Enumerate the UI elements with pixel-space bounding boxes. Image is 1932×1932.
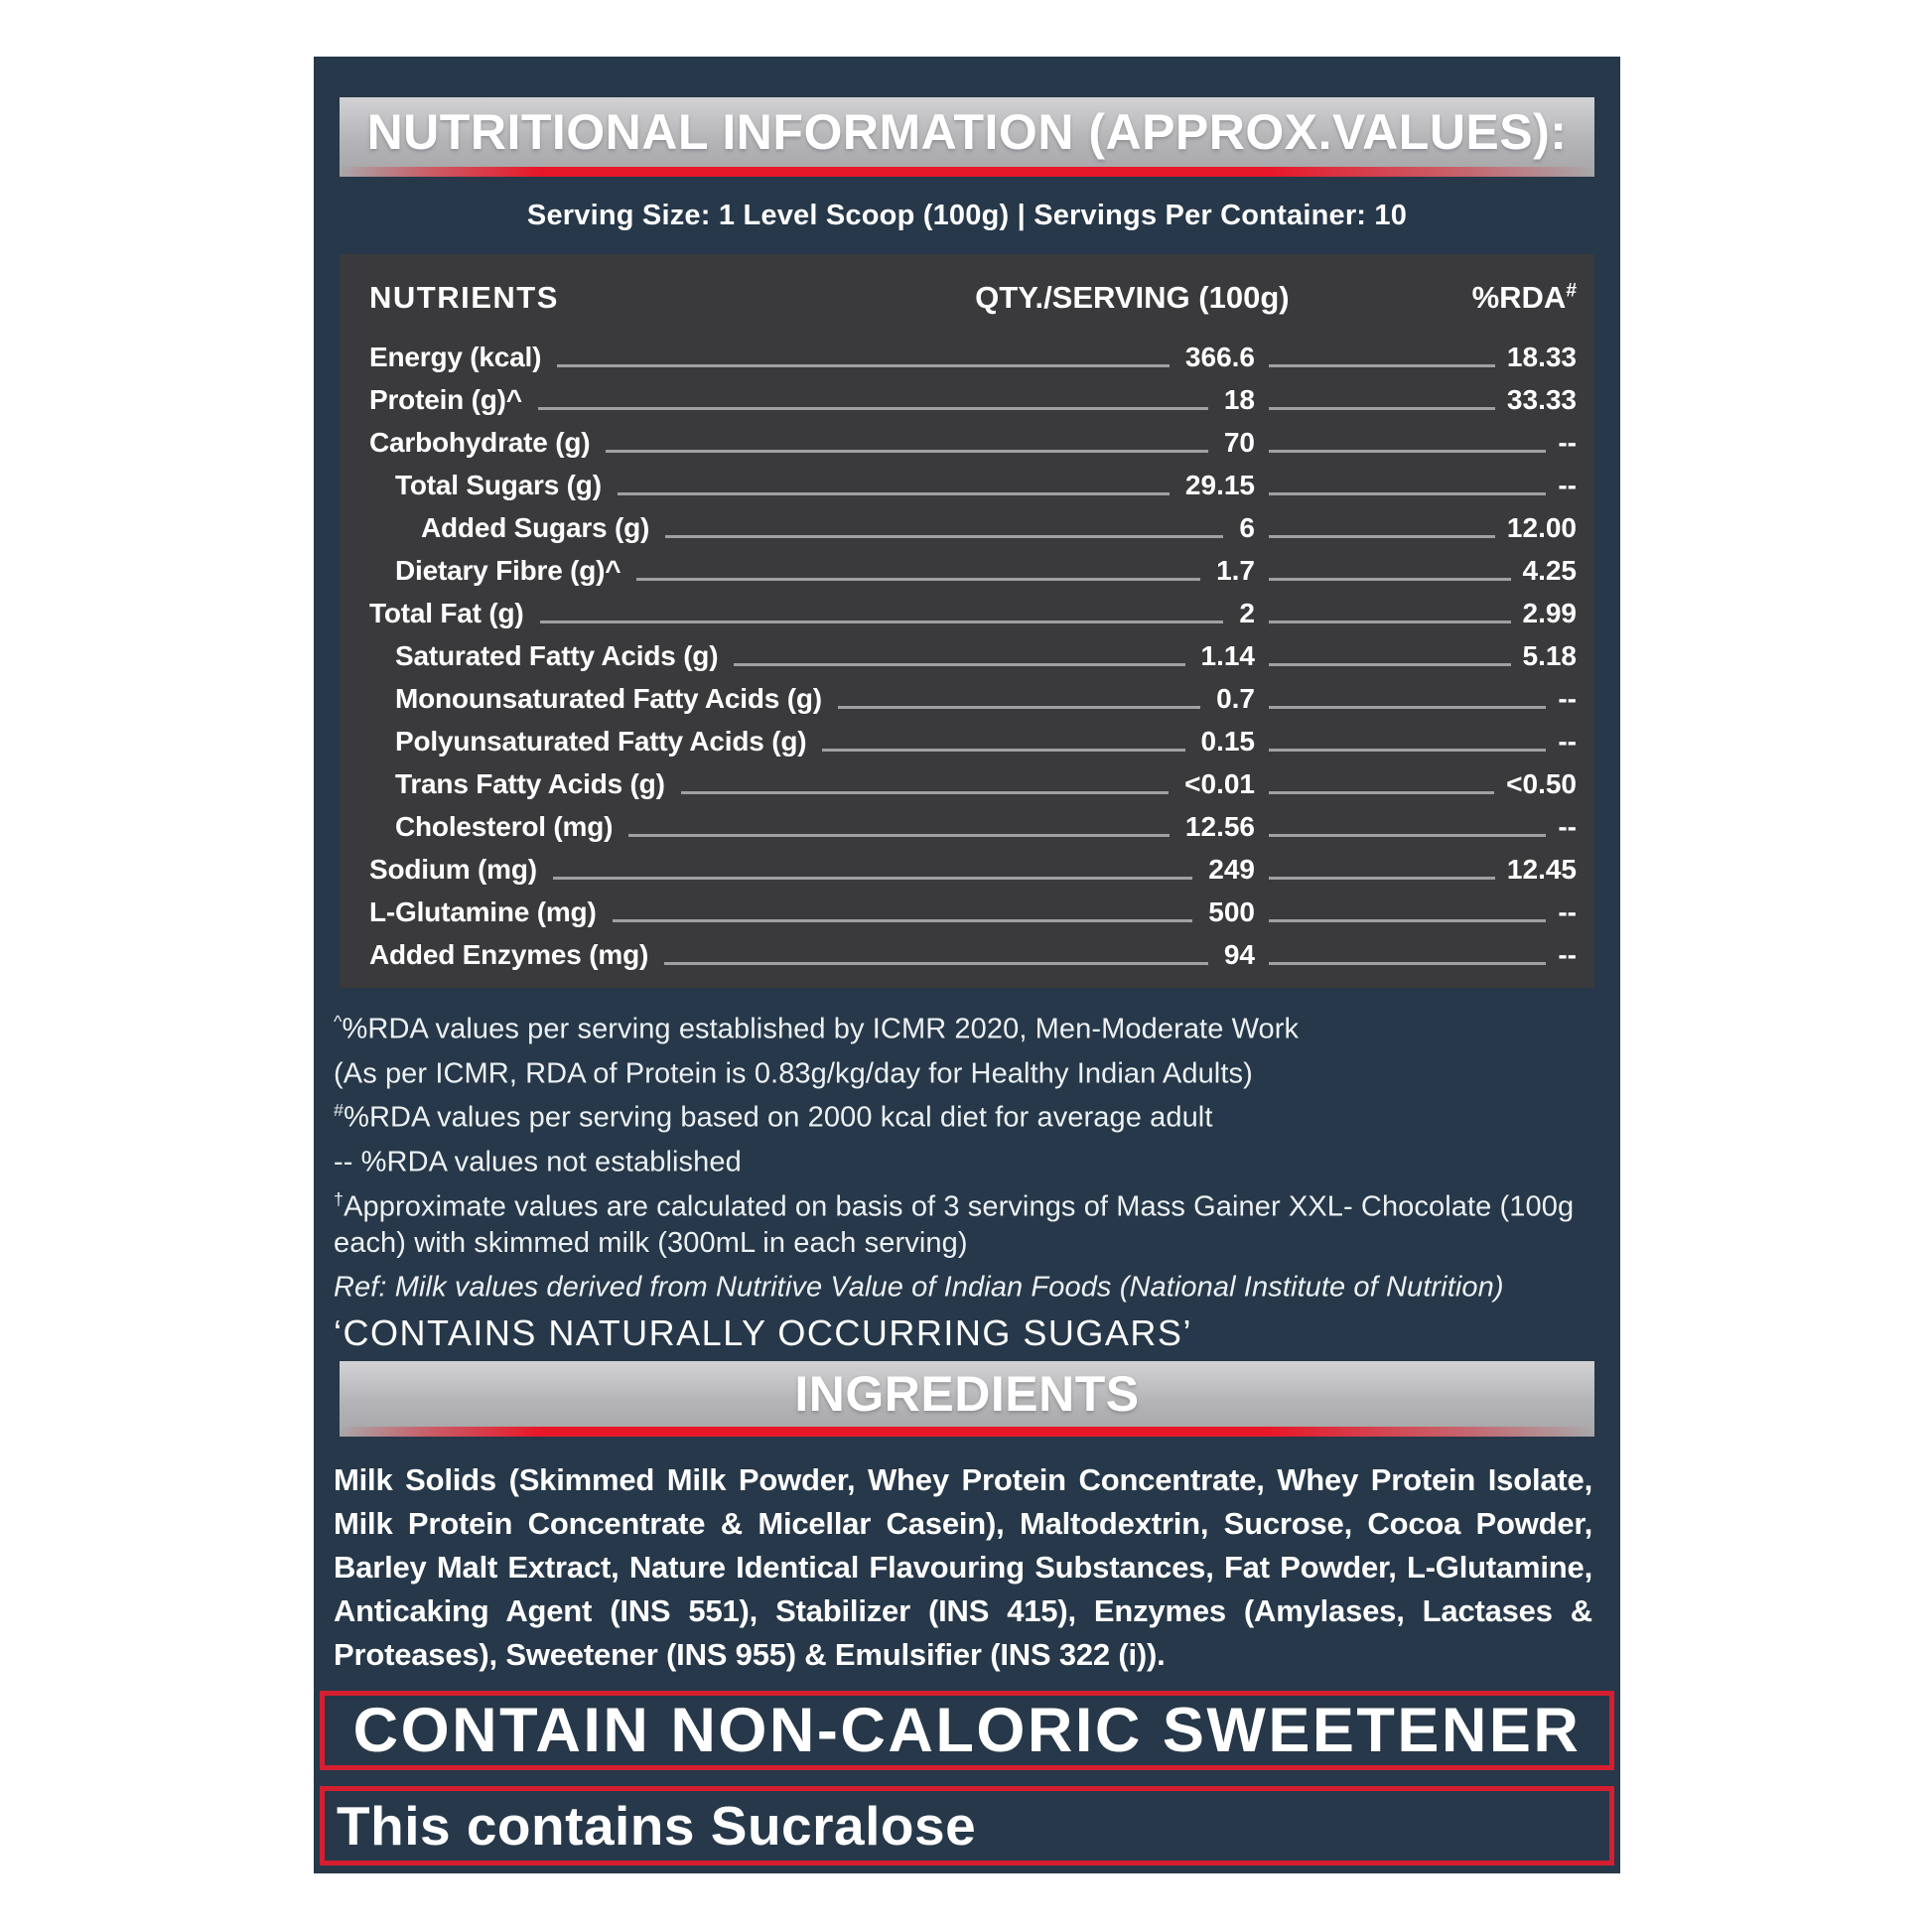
nutrient-label: Added Enzymes (mg) xyxy=(369,938,649,970)
nutrient-rda: -- xyxy=(1558,938,1577,970)
nutrition-header-title: NUTRITIONAL INFORMATION (APPROX.VALUES): xyxy=(366,104,1568,160)
rda-cell xyxy=(1255,939,1577,971)
sucralose-text: This contains Sucralose xyxy=(337,1794,977,1857)
leader-line xyxy=(1269,962,1546,965)
column-header-nutrients: NUTRIENTS xyxy=(369,280,559,315)
footnote-line xyxy=(334,1181,1600,1263)
rda-cell xyxy=(1255,598,1577,629)
nutrient-label: Cholesterol (mg) xyxy=(395,810,614,842)
leader-line xyxy=(1269,621,1511,623)
nutrient-rda: -- xyxy=(1558,896,1577,927)
sucralose-box xyxy=(320,1786,1614,1865)
leader-line xyxy=(734,663,1184,666)
leader-line xyxy=(822,749,1184,752)
nutrient-rda: 12.45 xyxy=(1506,853,1577,885)
nutrient-label: Dietary Fibre (g)^ xyxy=(395,554,621,586)
leader-line xyxy=(538,407,1208,410)
leader-line xyxy=(1269,407,1495,410)
table-row xyxy=(369,592,1577,634)
leader-line xyxy=(1269,492,1546,495)
nutrient-qty: 366.6 xyxy=(1184,341,1255,372)
footnotes xyxy=(334,1004,1600,1351)
rda-header-sup: # xyxy=(1566,280,1577,302)
leader-line xyxy=(606,450,1207,453)
footnote-line xyxy=(334,1092,1600,1137)
table-row xyxy=(369,720,1577,762)
rda-cell xyxy=(1255,854,1577,886)
rda-cell xyxy=(1255,897,1577,928)
leader-line xyxy=(618,492,1170,495)
nutrient-label: Protein (g)^ xyxy=(369,383,522,415)
nutrient-qty: 500 xyxy=(1208,896,1255,927)
footnote-sup: # xyxy=(334,1100,345,1121)
table-row xyxy=(369,378,1577,421)
nutrient-qty: 249 xyxy=(1208,853,1255,885)
leader-line xyxy=(1269,834,1546,837)
nutrient-rda: 12.00 xyxy=(1506,511,1577,543)
leader-line xyxy=(628,834,1170,837)
nutrient-rda: 33.33 xyxy=(1506,383,1577,415)
leader-line xyxy=(557,364,1170,367)
red-stripe xyxy=(340,1427,1594,1437)
non-caloric-sweetener-box xyxy=(320,1691,1614,1770)
leader-line xyxy=(636,578,1200,581)
red-stripe xyxy=(340,167,1594,177)
leader-line xyxy=(665,535,1223,538)
rda-cell xyxy=(1255,640,1577,672)
nutrient-qty: 0.15 xyxy=(1200,725,1255,757)
nutrient-rda: 5.18 xyxy=(1522,639,1577,671)
leader-line xyxy=(1269,578,1511,581)
table-row xyxy=(369,549,1577,592)
nutrient-rda: -- xyxy=(1558,725,1577,757)
table-row xyxy=(369,677,1577,720)
nutrient-qty: 6 xyxy=(1239,511,1255,543)
footnote-line xyxy=(334,1048,1600,1093)
rda-cell xyxy=(1255,768,1577,800)
nutrient-label: Saturated Fatty Acids (g) xyxy=(395,639,719,671)
table-rows xyxy=(369,336,1577,976)
rda-cell xyxy=(1255,342,1577,373)
leader-line xyxy=(553,877,1192,880)
nutrient-qty: <0.01 xyxy=(1184,767,1255,799)
nutrient-qty: 12.56 xyxy=(1184,810,1255,842)
table-row xyxy=(369,464,1577,506)
nutrient-label: Added Sugars (g) xyxy=(421,511,650,543)
rda-cell xyxy=(1255,726,1577,758)
rda-cell xyxy=(1255,427,1577,459)
nutrient-label: Carbohydrate (g) xyxy=(369,426,591,458)
non-caloric-sweetener-text: CONTAIN NON-CALORIC SWEETENER xyxy=(352,1695,1582,1765)
nutrient-label: Monounsaturated Fatty Acids (g) xyxy=(395,682,822,714)
table-header-row xyxy=(369,280,1577,316)
footnote-sup: † xyxy=(334,1188,345,1209)
table-row xyxy=(369,506,1577,549)
nutrient-rda: -- xyxy=(1558,682,1577,714)
footnote-text: -- %RDA values not established xyxy=(334,1146,742,1178)
naturally-occurring-sugars-note: ‘CONTAINS NATURALLY OCCURRING SUGARS’ xyxy=(334,1311,1192,1353)
nutrient-label: Trans Fatty Acids (g) xyxy=(395,767,665,799)
leader-line xyxy=(1269,364,1495,367)
leader-line xyxy=(664,962,1208,965)
rda-cell xyxy=(1255,811,1577,843)
nutrient-rda: 4.25 xyxy=(1522,554,1577,586)
nutrient-rda: -- xyxy=(1558,810,1577,842)
footnote-lines xyxy=(334,1004,1600,1307)
ingredients-title: INGREDIENTS xyxy=(794,1365,1140,1422)
table-row xyxy=(369,634,1577,677)
ingredients-text: Milk Solids (Skimmed Milk Powder, Whey Protein Concentrate, Whey Protein Isolate, Milk Protein Concentrate & Micellar Casein), Maltodextrin, Sucrose, Cocoa Powder, Barley Malt Extract, Nature Identical Flavouring Substances, Fat Powder, L-Glutamine, Anticaking Agent (INS 551), Stabilizer (INS 415), Enzymes (Amylases, Lactases & Proteases), Sweetener (INS 955) & Emulsifier (INS 322 (i)). xyxy=(334,1461,1592,1672)
leader-line xyxy=(1269,877,1495,880)
footnote-text: %RDA values per serving based on 2000 kcal diet for average adult xyxy=(344,1101,1213,1134)
nutrient-qty: 1.14 xyxy=(1200,639,1255,671)
leader-line xyxy=(838,706,1200,709)
nutrient-label: L-Glutamine (mg) xyxy=(369,896,597,927)
leader-line xyxy=(613,919,1193,922)
nutrient-qty: 29.15 xyxy=(1184,469,1255,500)
nutrient-qty: 2 xyxy=(1239,597,1255,628)
leader-line xyxy=(681,791,1169,794)
rda-cell xyxy=(1255,555,1577,587)
nutrient-qty: 70 xyxy=(1223,426,1255,458)
nutrient-qty: 0.7 xyxy=(1216,682,1255,714)
footnote-text: %RDA values per serving established by ICMR 2020, Men-Moderate Work xyxy=(342,1013,1300,1045)
nutrient-rda: <0.50 xyxy=(1506,767,1577,799)
nutrition-header-banner xyxy=(340,97,1594,177)
nutrient-rda: 18.33 xyxy=(1506,341,1577,372)
nutrient-qty: 18 xyxy=(1223,383,1255,415)
nutrient-rda: -- xyxy=(1558,469,1577,500)
table-row xyxy=(369,336,1577,378)
rda-cell xyxy=(1255,384,1577,416)
table-row xyxy=(369,762,1577,805)
column-header-qty: QTY./SERVING (100g) xyxy=(975,280,1290,315)
ingredients-banner xyxy=(340,1361,1594,1437)
footnote-text: Ref: Milk values derived from Nutritive Value of Indian Foods (National Institute of Nutrition) xyxy=(334,1271,1504,1304)
serving-info: Serving Size: 1 Level Scoop (100g) | Servings Per Container: 10 xyxy=(526,200,1408,231)
nutrient-label: Sodium (mg) xyxy=(369,853,537,885)
nutrient-qty: 94 xyxy=(1223,938,1255,970)
footnote-text: (As per ICMR, RDA of Protein is 0.83g/kg/day for Healthy Indian Adults) xyxy=(334,1057,1253,1090)
table-row xyxy=(369,848,1577,891)
footnote-sup: ^ xyxy=(334,1012,343,1032)
leader-line xyxy=(1269,663,1511,666)
nutrient-label: Total Fat (g) xyxy=(369,597,524,628)
nutrition-label-panel xyxy=(314,57,1620,1920)
table-row xyxy=(369,933,1577,976)
nutrient-rda: -- xyxy=(1558,426,1577,458)
rda-header-text: %RDA xyxy=(1471,280,1567,315)
rda-cell xyxy=(1255,683,1577,715)
rda-cell xyxy=(1255,512,1577,544)
nutrient-qty: 1.7 xyxy=(1216,554,1255,586)
table-row xyxy=(369,891,1577,933)
footnote-line xyxy=(334,1004,1600,1048)
table-row xyxy=(369,421,1577,464)
leader-line xyxy=(1269,535,1495,538)
table-row xyxy=(369,805,1577,848)
leader-line xyxy=(1269,919,1546,922)
leader-line xyxy=(540,621,1224,623)
nutrient-label: Polyunsaturated Fatty Acids (g) xyxy=(395,725,807,757)
leader-line xyxy=(1269,749,1546,752)
footnote-line xyxy=(334,1262,1600,1307)
footnote-text: Approximate values are calculated on basis of 3 servings of Mass Gainer XXL- Chocolate (100g each) with skimmed milk (300mL in each serving) xyxy=(334,1190,1575,1260)
column-header-rda xyxy=(1472,280,1577,316)
nutrient-rda: 2.99 xyxy=(1522,597,1577,628)
rda-cell xyxy=(1255,470,1577,501)
footnote-line xyxy=(334,1137,1600,1181)
nutrient-label: Total Sugars (g) xyxy=(395,469,602,500)
leader-line xyxy=(1269,791,1494,794)
leader-line xyxy=(1269,706,1546,709)
company-registration-line: Bright Lifecare Pvt. Ltd. CPCB REGN. No. BO-23-000-08-AAECB5311J-23 xyxy=(330,1886,1324,1920)
nutrient-label: Energy (kcal) xyxy=(369,341,542,372)
leader-line xyxy=(1269,450,1546,453)
nutrition-table xyxy=(340,254,1594,988)
